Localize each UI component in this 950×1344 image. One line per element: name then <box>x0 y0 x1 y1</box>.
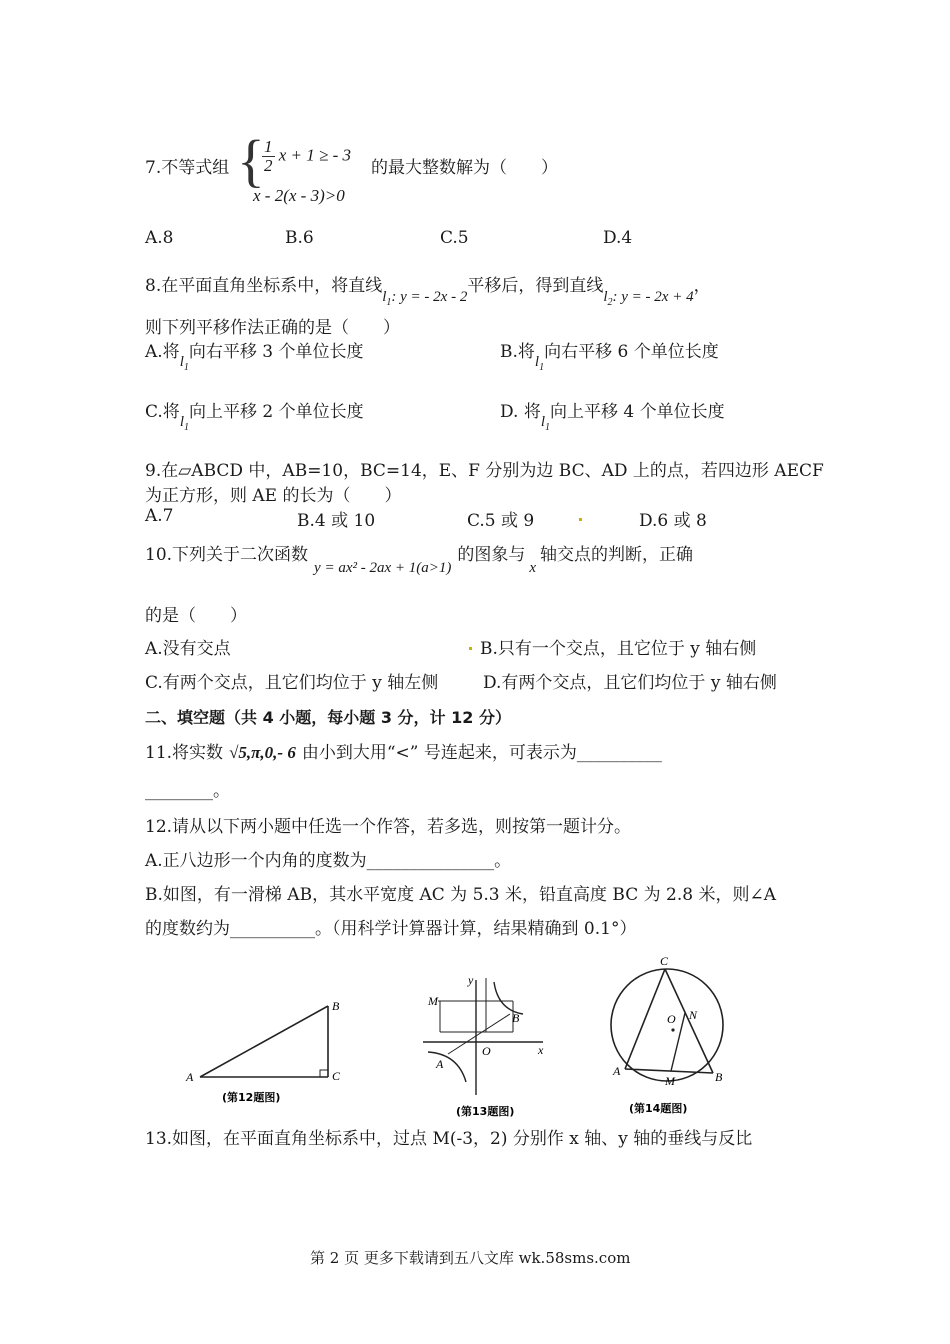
q8-option-d: D. 将$l_1$向上平移 4 个单位长度 <box>500 402 725 433</box>
q10-option-c: C.有两个交点，且它们均位于 y 轴左侧 <box>145 673 439 693</box>
q8-option-c: C.将$l_1$向上平移 2 个单位长度 <box>145 402 364 433</box>
q9-option-c: C.5 或 9 <box>467 511 535 531</box>
fig13-label-y: y <box>468 973 474 987</box>
speck-dot <box>469 647 472 650</box>
fig12-label-b: B <box>332 999 340 1013</box>
q7-suffix: 的最大整数解为（ ） <box>371 158 558 178</box>
fig13-label-a: A <box>436 1057 444 1071</box>
q12-line1: 12.请从以下两小题中任选一个作答，若多选，则按第一题计分。 <box>145 817 632 837</box>
fig12-caption: (第12题图) <box>222 1091 281 1104</box>
figure-14 <box>605 955 735 1120</box>
figure-13 <box>418 970 558 1120</box>
fig14-label-m: M <box>665 1074 675 1088</box>
q8-comma: ， <box>693 276 711 296</box>
q10-line2: 的是（ ） <box>145 606 247 626</box>
fig13-label-m: M <box>428 994 438 1008</box>
fig13-caption: (第13题图) <box>456 1105 515 1118</box>
q11-numbers: √5,π,0,- 6 <box>229 743 296 762</box>
fig14-label-c: C <box>660 955 669 968</box>
q7-line2: x - 2(x - 3)>0 <box>253 186 345 205</box>
q9-option-d: D.6 或 8 <box>639 511 707 531</box>
q8-line2: 则下列平移作法正确的是（ ） <box>145 318 400 338</box>
q7-option-d: D.4 <box>603 228 633 248</box>
fig13-label-o: O <box>482 1044 491 1058</box>
q9-option-b: B.4 或 10 <box>297 511 376 531</box>
q10-x-var: x <box>529 560 537 576</box>
q10-option-d: D.有两个交点，且它们均位于 y 轴右侧 <box>483 673 777 693</box>
fig14-label-n: N <box>689 1008 698 1022</box>
q7-line1 <box>262 138 351 175</box>
q10-function: y = ax² - 2ax + 1(a>1) <box>314 560 452 576</box>
q9-line2: 为正方形，则 AE 的长为（ ） <box>145 486 402 506</box>
q7-frac-num: 1 <box>264 137 273 156</box>
q11-line2: ________。 <box>145 781 230 801</box>
q13-line1: 13.如图，在平面直角坐标系中，过点 M(-3，2) 分别作 x 轴、y 轴的垂线与反比 <box>145 1129 753 1149</box>
page-footer: 第 2 页 更多下载请到五八文库 wk.58sms.com <box>310 1249 631 1267</box>
q7-option-a: A.8 <box>145 228 174 248</box>
q7-fraction <box>262 138 275 175</box>
q7-line1-rest: x + 1 ≥ - 3 <box>278 145 352 165</box>
q7-option-c: C.5 <box>440 228 469 248</box>
q8-option-a: A.将$l_1$向右平移 3 个单位长度 <box>145 342 364 373</box>
section2-title: 二、填空题（共 4 小题，每小题 3 分，计 12 分） <box>145 708 511 727</box>
q12-line-b1: B.如图，有一滑梯 AB，其水平宽度 AC 为 5.3 米，铅直高度 BC 为 2.8 米，则∠A <box>145 885 776 905</box>
q8-l1: $l_1$: y = - 2x - 2 <box>382 289 468 308</box>
q9-line1: 9.在▱ABCD 中，AB=10，BC=14，E、F 分别为边 BC、AD 上的点，若四边形 AECF <box>145 461 824 481</box>
fig14-label-o: O <box>667 1012 676 1026</box>
q7-prefix: 7.不等式组 <box>145 158 230 178</box>
q10-option-a: A.没有交点 <box>145 639 231 659</box>
fig14-label-b: B <box>715 1070 723 1084</box>
fig12-label-c: C <box>332 1069 341 1083</box>
q11-line1: 11.将实数 √5,π,0,- 6 由小到大用“<” 号连起来，可表示为__________ <box>145 743 662 763</box>
q8-option-b: B.将$l_1$向右平移 6 个单位长度 <box>500 342 719 373</box>
fig14-caption: (第14题图) <box>629 1102 688 1115</box>
q7-brace: { <box>237 128 265 193</box>
q10-option-b: B.只有一个交点，且它位于 y 轴右侧 <box>480 639 757 659</box>
q12-line-b2: 的度数约为__________。（用科学计算器计算，结果精确到 0.1°） <box>145 919 637 939</box>
fig12-label-a: A <box>186 1070 194 1084</box>
q7-frac-den: 2 <box>264 155 273 175</box>
q9-option-a: A.7 <box>145 506 174 526</box>
fig14-label-a: A <box>613 1064 621 1078</box>
fig13-label-b: B <box>512 1011 520 1025</box>
q8-line1 <box>145 271 711 308</box>
fig13-label-x: x <box>538 1043 544 1057</box>
speck-dot <box>579 518 582 521</box>
figure-12 <box>180 990 360 1120</box>
q8-l2: $l_2$: y = - 2x + 4 <box>603 289 694 308</box>
q7-option-b: B.6 <box>285 228 314 248</box>
q10-line1: 10.下列关于二次函数y = ax² - 2ax + 1(a>1)的图象与x轴交点的判断，正确 <box>145 545 694 576</box>
q12-line-a: A.正八边形一个内角的度数为_______________。 <box>145 851 512 871</box>
q8-prefix: 8.在平面直角坐标系中，将直线 <box>145 276 383 296</box>
q8-middle: 平移后，得到直线 <box>467 276 604 296</box>
